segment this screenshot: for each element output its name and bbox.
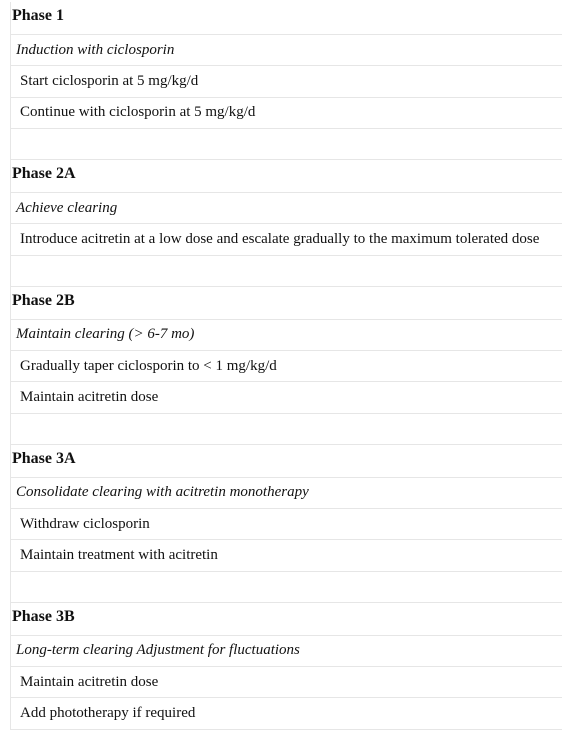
- phase-goal: Maintain clearing (> 6-7 mo): [11, 320, 562, 351]
- phase-step: Start ciclosporin at 5 mg/kg/d: [11, 66, 562, 97]
- phase-step: Introduce acitretin at a low dose and escalate gradually to the maximum tolerated dose: [11, 224, 562, 255]
- treatment-phases-table: [10, 2, 562, 730]
- phase-step: Maintain treatment with acitretin: [11, 540, 562, 571]
- phase-goal: Achieve clearing: [11, 193, 562, 224]
- phase-goal: Consolidate clearing with acitretin monotherapy: [11, 478, 562, 509]
- spacer-row: [11, 414, 562, 445]
- phase-step: Gradually taper ciclosporin to < 1 mg/kg/d: [11, 351, 562, 382]
- phase-step: Withdraw ciclosporin: [11, 509, 562, 540]
- phase-title: Phase 3A: [11, 445, 562, 478]
- phase-goal: Induction with ciclosporin: [11, 35, 562, 66]
- phase-step: Continue with ciclosporin at 5 mg/kg/d: [11, 98, 562, 129]
- spacer-row: [11, 256, 562, 287]
- phase-step: Maintain acitretin dose: [11, 667, 562, 698]
- spacer-row: [11, 572, 562, 603]
- spacer-row: [11, 129, 562, 160]
- phase-title: Phase 3B: [11, 603, 562, 636]
- phase-goal: Long-term clearing Adjustment for fluctuations: [11, 636, 562, 667]
- phase-title: Phase 1: [11, 2, 562, 35]
- phase-step: Maintain acitretin dose: [11, 382, 562, 413]
- phase-title: Phase 2A: [11, 160, 562, 193]
- phase-step: Add phototherapy if required: [11, 698, 562, 729]
- phase-title: Phase 2B: [11, 287, 562, 320]
